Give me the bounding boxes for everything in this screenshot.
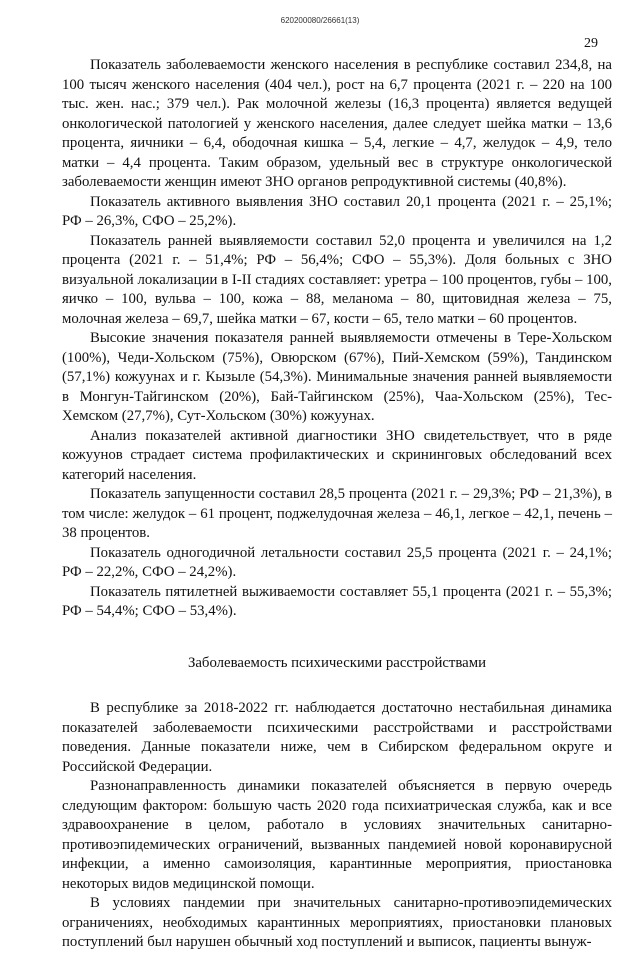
paragraph-one-year-mortality: Показатель одногодичной летальности составил 25,5 процента (2021 г. – 24,1%; РФ – 22,2%, СФО – 24,2%).	[62, 544, 612, 580]
paragraph-mental-dynamics: В республике за 2018-2022 гг. наблюдается достаточно нестабильная динамика показателей заболеваемости психическими расстройствами и расстройствами поведения. Данные показатели ниже, чем в Сибирском федеральном округе и Российской Федерации.	[62, 700, 612, 775]
paragraph-five-year-survival: Показатель пятилетней выживаемости составляет 55,1 процента (2021 г. – 55,3%; РФ – 54,4%; СФО – 53,4%).	[62, 583, 612, 619]
paragraph-diagnostics-analysis: Анализ показателей активной диагностики ЗНО свидетельствует, что в ряде кожуунов страдает система профилактических и скрининговых обследований всех категорий населения.	[62, 427, 612, 483]
page-body	[62, 56, 612, 953]
paragraph-neglect-rate: Показатель запущенности составил 28,5 процента (2021 г. – 29,3%; РФ – 21,3%), в том числе: желудок – 61 процент, поджелудочная железа – 46,1, легкое – 42,1, печень – 38 процентов.	[62, 486, 612, 541]
page-number: 29	[584, 36, 598, 51]
document-id: 620200080/26661(13)	[280, 16, 360, 25]
paragraph-pandemic-conditions: В условиях пандемии при значительных санитарно-противоэпидемических ограничениях, необходимых карантинных мероприятиях, приостановки плановых поступлений был нарушен обычный ход поступлений и выписок, пациенты вынуж-	[62, 895, 612, 950]
paragraph-multidirectional-dynamics: Разнонаправленность динамики показателей объясняется в первую очередь следующим фактором: большую часть 2020 года психиатрическая служба, как и все здравоохранение в целом, работало в условиях значительных санитарно-противоэпидемических ограничений, вызванных пандемией новой коронавирусной инфекции, а именно самоизоляция, карантинные мероприятия, приостановка некоторых видов медицинской помощи.	[62, 778, 612, 892]
section-heading: Заболеваемость психическими расстройствами	[187, 654, 487, 671]
paragraph-active-detection: Показатель активного выявления ЗНО составил 20,1 процента (2021 г. – 25,1%; РФ – 26,3%, СФО – 25,2%).	[62, 193, 612, 229]
paragraph-early-detection: Показатель ранней выявляемости составил 52,0 процента и увеличился на 1,2 процента (2021 г. – 51,4%; РФ – 56,4%; СФО – 55,3%). Доля больных с ЗНО визуальной локализации в I-II стадиях составляет: уретра – 100 процентов, губы – 100, яичко – 100, вульва – 100, кожа – 88, меланома – 80, щитовидная железа – 75, молочная железа – 69,7, шейка матки – 67, кости – 65, тело матки – 60 процентов.	[62, 232, 612, 327]
paragraph-district-values: Высокие значения показателя ранней выявляемости отмечены в Тере-Хольском (100%), Чеди-Хольском (75%), Овюрском (67%), Пий-Хемском (59%), Тандинском (57,1%) кожуунах и г. Кызыле (54,3%). Минимальные значения ранней выявляемости в Монгун-Тайгинском (20%), Бай-Тайгинском (25%), Чаа-Хольском (25%), Тес-Хемском (27,7%), Сут-Хольском (30%) кожуунах.	[62, 330, 612, 424]
paragraph-female-incidence: Показатель заболеваемости женского населения в республике составил 234,8, на 100 тысяч женского населения (404 чел.), рост на 6,7 процента (2021 г. – 220 на 100 тыс. жен. нас.; 379 чел.). Рак молочной железы (16,3 процента) является ведущей онкологической патологией у женского населения, далее следует шейка матки – 13,6 процента, яичники – 6,4, ободочная кишка – 5,4, легкие – 4,7, желудок – 4,9, тело матки – 4,4 процента. Таким образом, удельный вес в структуре онкологической заболеваемости женщин имеют ЗНО органов репродуктивной системы (40,8%).	[62, 57, 612, 190]
